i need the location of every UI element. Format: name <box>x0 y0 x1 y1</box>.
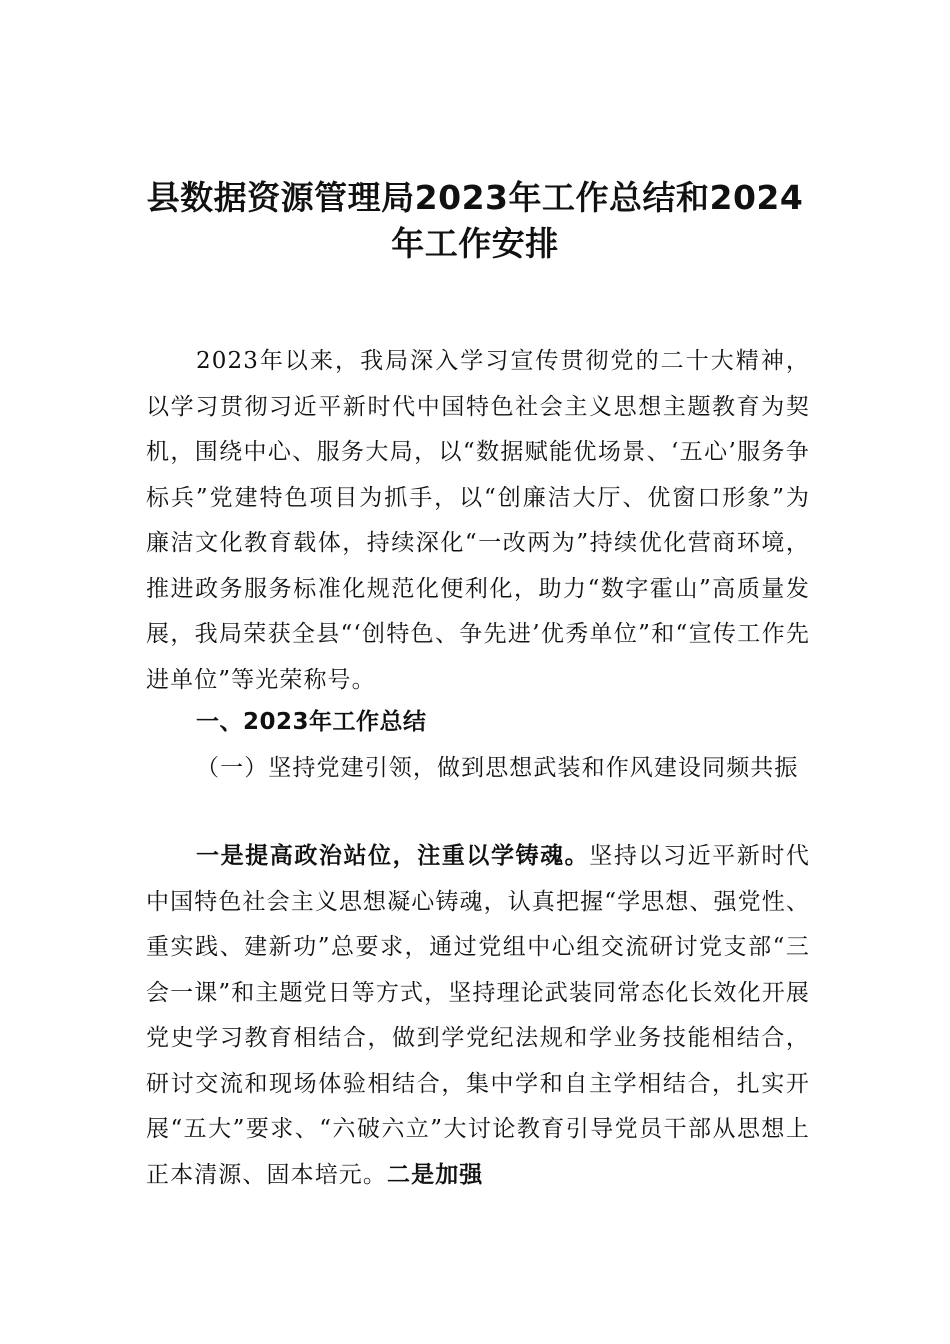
body-paragraph <box>146 834 810 1198</box>
intro-paragraph: 2023年以来，我局深入学习宣传贯彻党的二十大精神，以学习贯彻习近平新时代中国特色社会主义思想主题教育为契机，围绕中心、服务大局，以“数据赋能优场景、‘五心’服务争标兵”党建特色项目为抓手，以“创廉洁大厅、优窗口形象”为廉洁文化教育载体，持续深化“一改两为”持续优化营商环境，推进政务服务标准化规范化便利化，助力“数字霍山”高质量发展，我局荣获全县“‘创特色、争先进’优秀单位”和“宣传工作先进单位”等光荣称号。 <box>146 348 810 693</box>
section-heading: 一、2023年工作总结 <box>196 709 427 735</box>
paragraph-bold-lead: 一是提高政治站位，注重以学铸魂。 <box>196 843 590 869</box>
subsection-heading-text: （一）坚持党建引领，做到思想武装和作风建设同频共振 <box>196 755 799 781</box>
paragraph-body-text: 坚持以习近平新时代中国特色社会主义思想凝心铸魂，认真把握“学思想、强党性、重实践、建新功”总要求，通过党组中心组交流研讨党支部“三会一课”和主题党日等方式，坚持理论武装同常态化长效化开展党史学习教育相结合，做到学党纪法规和学业务技能相结合，研讨交流和现场体验相结合，集中学和自主学相结合，扎实开展“五大”要求、“六破六立”大讨论教育引导党员干部从思想上正本清源、固本培元。 <box>146 843 810 1188</box>
document-title-line-2: 年工作安排 <box>391 224 559 263</box>
paragraph-bold-tail: 二是加强 <box>387 1161 484 1188</box>
subsection-heading <box>146 746 810 790</box>
document-title-line-1: 县数据资源管理局2023年工作总结和2024 <box>146 178 804 217</box>
